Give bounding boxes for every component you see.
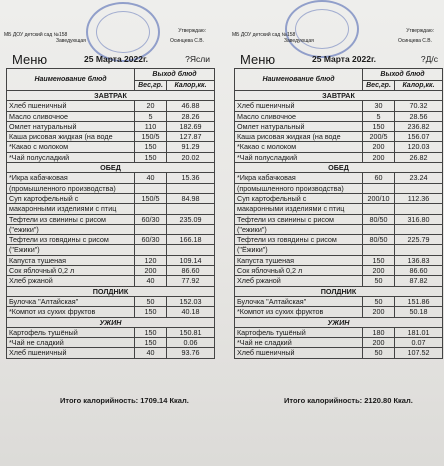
dish-name: Суп картофельный с — [7, 193, 135, 203]
dish-row — [7, 132, 215, 142]
organization-name: МБ ДОУ детский сад №158 — [232, 32, 296, 38]
head-label: Заведующая — [56, 38, 86, 44]
dish-name: Омлет натуральный — [235, 121, 363, 131]
dish-name: Капуста тушеная — [235, 255, 363, 265]
dish-name: макаронными изделиями с птиц — [7, 204, 135, 214]
dish-weight: 150 — [135, 152, 167, 162]
dish-row — [7, 338, 215, 348]
dish-weight: 200 — [135, 266, 167, 276]
dish-calories: 127.87 — [167, 132, 215, 142]
dish-name: (промышленного производства) — [7, 183, 135, 193]
dish-name: *Компот из сухих фруктов — [7, 307, 135, 317]
dish-row — [7, 183, 215, 193]
dish-calories — [167, 204, 215, 214]
meal-section-label: ПОЛДНИК — [235, 286, 443, 296]
menu-table — [6, 68, 215, 359]
dish-weight: 150/5 — [135, 193, 167, 203]
dish-calories: 225.79 — [395, 235, 443, 245]
dish-weight: 200 — [363, 338, 395, 348]
dish-row — [7, 276, 215, 286]
dish-row — [235, 327, 443, 337]
dish-name: Хлеб пшеничный — [235, 101, 363, 111]
dish-name: Хлеб пшеничный — [7, 348, 135, 358]
dish-name: Каша рисовая жидкая (на воде — [7, 132, 135, 142]
dish-name: Тефтели из свинины с рисом — [235, 214, 363, 224]
dish-row — [235, 338, 443, 348]
dish-weight: 40 — [135, 276, 167, 286]
dish-weight: 150 — [363, 121, 395, 131]
dish-weight: 40 — [135, 348, 167, 358]
dish-calories: 46.88 — [167, 101, 215, 111]
meal-section-row — [7, 163, 215, 173]
dish-row — [235, 276, 443, 286]
dish-row — [235, 296, 443, 306]
dish-weight: 120 — [135, 255, 167, 265]
dish-calories: 28.26 — [167, 111, 215, 121]
organization-name: МБ ДОУ детский сад №158 — [4, 32, 68, 38]
signatory-name: Осинцева С.В. — [169, 38, 204, 44]
dish-weight: 50 — [135, 296, 167, 306]
dish-calories: 86.60 — [395, 266, 443, 276]
dish-name: ("Ежики") — [7, 245, 135, 255]
dish-row — [7, 235, 215, 245]
dish-weight: 80/50 — [363, 214, 395, 224]
menu-nursery — [4, 0, 216, 358]
dish-row — [7, 327, 215, 337]
dish-name: *Чай полусладкий — [235, 152, 363, 162]
dish-name: Сок яблочный 0,2 л — [235, 266, 363, 276]
dish-weight: 200 — [363, 266, 395, 276]
meal-section-row — [235, 286, 443, 296]
dish-weight: 30 — [363, 101, 395, 111]
dish-calories: 87.82 — [395, 276, 443, 286]
dish-name: *Какао с молоком — [235, 142, 363, 152]
dish-weight: 200 — [363, 152, 395, 162]
group-label: ?Ясли — [185, 54, 210, 64]
dish-calories: 150.81 — [167, 327, 215, 337]
dish-weight: 150 — [135, 307, 167, 317]
menu-date: 25 Марта 2022г. — [84, 54, 149, 64]
dish-name: Хлеб пшеничный — [7, 101, 135, 111]
header-block — [4, 0, 216, 44]
meal-section-row — [235, 91, 443, 101]
dish-name: макаронными изделиями с птиц — [235, 204, 363, 214]
approve-label: Утверждаю: — [406, 28, 434, 34]
dish-name: Булочка "Алтайская" — [235, 296, 363, 306]
dish-weight — [363, 204, 395, 214]
dish-calories: 166.18 — [167, 235, 215, 245]
dish-row — [235, 142, 443, 152]
dish-calories: 20.02 — [167, 152, 215, 162]
dish-row — [7, 214, 215, 224]
menu-kindergarten — [232, 0, 444, 358]
approve-label: Утверждаю: — [178, 28, 206, 34]
dish-weight — [135, 183, 167, 193]
dish-calories — [395, 183, 443, 193]
dish-row — [7, 152, 215, 162]
dish-calories: 93.76 — [167, 348, 215, 358]
dish-name: Капуста тушеная — [7, 255, 135, 265]
dish-calories — [395, 245, 443, 255]
dish-row — [235, 255, 443, 265]
dish-column-header: Наименование блюд — [7, 69, 135, 91]
dish-row — [7, 245, 215, 255]
dish-row — [7, 101, 215, 111]
meal-section-label: ЗАВТРАК — [7, 91, 215, 101]
dish-row — [7, 348, 215, 358]
dish-name: Булочка "Алтайская" — [7, 296, 135, 306]
total-calories: Итого калорийность: 2120.80 Ккал. — [284, 396, 413, 405]
dish-weight: 5 — [135, 111, 167, 121]
dish-calories: 15.36 — [167, 173, 215, 183]
dish-name: Тефтели из говядины с рисом — [235, 235, 363, 245]
dish-name: *Чай не сладкий — [7, 338, 135, 348]
weight-column-header: Вес,гр. — [135, 81, 167, 91]
dish-name: ("ежики") — [7, 224, 135, 234]
dish-calories — [395, 224, 443, 234]
dish-weight: 150/5 — [135, 132, 167, 142]
dish-row — [235, 121, 443, 131]
dish-weight: 5 — [363, 111, 395, 121]
menu-table — [234, 68, 443, 359]
dish-row — [235, 224, 443, 234]
dish-row — [7, 296, 215, 306]
dish-name: Сок яблочный 0,2 л — [7, 266, 135, 276]
meal-section-label: ОБЕД — [235, 163, 443, 173]
dish-weight: 20 — [135, 101, 167, 111]
dish-name: *Икра кабачковая — [7, 173, 135, 183]
output-column-header: Выход блюд — [363, 69, 443, 81]
dish-calories — [167, 245, 215, 255]
dish-row — [235, 245, 443, 255]
meal-section-label: ОБЕД — [7, 163, 215, 173]
dish-name: Омлет натуральный — [7, 121, 135, 131]
dish-name: *Какао с молоком — [7, 142, 135, 152]
dish-row — [7, 266, 215, 276]
dish-row — [235, 183, 443, 193]
dish-weight: 60/30 — [135, 235, 167, 245]
dish-row — [7, 173, 215, 183]
dish-name: ("Ёжики") — [235, 245, 363, 255]
dish-calories — [167, 224, 215, 234]
dish-name: *Компот из сухих фруктов — [235, 307, 363, 317]
dish-weight: 50 — [363, 348, 395, 358]
dish-name: *Чай не сладкий — [235, 338, 363, 348]
title-row — [232, 52, 444, 68]
dish-name: *Чай полусладкий — [7, 152, 135, 162]
dish-calories: 40.18 — [167, 307, 215, 317]
dish-weight: 110 — [135, 121, 167, 131]
meal-section-row — [7, 317, 215, 327]
dish-calories: 0.06 — [167, 338, 215, 348]
dish-name: *Икра кабачковая — [235, 173, 363, 183]
kcal-column-header: Калор,кк. — [395, 81, 443, 91]
dish-name: Каша рисовая жидкая (на воде — [235, 132, 363, 142]
dish-calories: 156.07 — [395, 132, 443, 142]
meal-section-row — [235, 317, 443, 327]
dish-row — [7, 255, 215, 265]
dish-weight: 180 — [363, 327, 395, 337]
dish-row — [235, 266, 443, 276]
dish-row — [7, 121, 215, 131]
menu-table-body — [7, 91, 215, 359]
dish-weight: 40 — [135, 173, 167, 183]
menu-table-body — [235, 91, 443, 359]
dish-weight: 50 — [363, 296, 395, 306]
dish-calories: 23.24 — [395, 173, 443, 183]
dish-calories: 28.56 — [395, 111, 443, 121]
dish-row — [235, 307, 443, 317]
dish-name: Тефтели из говядины с рисом — [7, 235, 135, 245]
dish-weight — [135, 224, 167, 234]
kcal-column-header: Калор,кк. — [167, 81, 215, 91]
dish-name: Хлеб ржаной — [7, 276, 135, 286]
dish-weight — [135, 204, 167, 214]
head-label: Заведующая — [284, 38, 314, 44]
dish-weight — [363, 183, 395, 193]
group-label: ?Д/с — [420, 54, 438, 64]
title-row — [4, 52, 216, 68]
dish-row — [235, 193, 443, 203]
output-column-header: Выход блюд — [135, 69, 215, 81]
dish-weight: 50 — [363, 276, 395, 286]
dish-calories: 136.83 — [395, 255, 443, 265]
dish-row — [235, 214, 443, 224]
dish-name: (промышленного производства) — [235, 183, 363, 193]
dish-row — [235, 173, 443, 183]
dish-weight: 150 — [135, 327, 167, 337]
dish-name: Хлеб ржаной — [235, 276, 363, 286]
dish-weight: 150 — [363, 255, 395, 265]
dish-calories: 77.92 — [167, 276, 215, 286]
dish-calories: 0.07 — [395, 338, 443, 348]
dish-row — [7, 193, 215, 203]
dish-row — [235, 235, 443, 245]
total-calories: Итого калорийность: 1709.14 Ккал. — [60, 396, 189, 405]
dish-calories: 182.69 — [167, 121, 215, 131]
dish-weight: 200 — [363, 307, 395, 317]
meal-section-label: ЗАВТРАК — [235, 91, 443, 101]
dish-calories: 316.80 — [395, 214, 443, 224]
meal-section-row — [7, 91, 215, 101]
dish-name: Картофель тушёный — [235, 327, 363, 337]
dish-weight — [363, 224, 395, 234]
dish-calories: 152.03 — [167, 296, 215, 306]
dish-calories: 112.36 — [395, 193, 443, 203]
dish-name: Масло сливочное — [7, 111, 135, 121]
dish-weight: 150 — [135, 142, 167, 152]
dish-calories: 107.52 — [395, 348, 443, 358]
dish-row — [7, 111, 215, 121]
menu-date: 25 Марта 2022г. — [312, 54, 377, 64]
dish-weight: 150 — [135, 338, 167, 348]
dish-calories: 151.86 — [395, 296, 443, 306]
dish-row — [235, 348, 443, 358]
dish-weight — [363, 245, 395, 255]
dish-row — [7, 142, 215, 152]
dish-name: Картофель тушёный — [7, 327, 135, 337]
dish-name: Масло сливочное — [235, 111, 363, 121]
dish-weight — [135, 245, 167, 255]
dish-name: Суп картофельный с — [235, 193, 363, 203]
dish-calories: 120.03 — [395, 142, 443, 152]
meal-section-row — [235, 163, 443, 173]
dish-row — [235, 204, 443, 214]
dish-calories: 50.18 — [395, 307, 443, 317]
dish-weight: 80/50 — [363, 235, 395, 245]
dish-row — [235, 101, 443, 111]
dish-calories: 109.14 — [167, 255, 215, 265]
dish-name: ("ежики") — [235, 224, 363, 234]
dish-weight: 60 — [363, 173, 395, 183]
meal-section-label: УЖИН — [235, 317, 443, 327]
dish-column-header: Наименование блюд — [235, 69, 363, 91]
dish-calories: 91.29 — [167, 142, 215, 152]
dish-calories — [167, 183, 215, 193]
menu-title: Меню — [240, 52, 276, 67]
dish-weight: 200/10 — [363, 193, 395, 203]
dish-row — [7, 224, 215, 234]
dish-row — [235, 132, 443, 142]
dish-calories: 26.82 — [395, 152, 443, 162]
meal-section-label: ПОЛДНИК — [7, 286, 215, 296]
header-block — [232, 0, 444, 44]
weight-column-header: Вес,гр. — [363, 81, 395, 91]
dish-calories: 235.09 — [167, 214, 215, 224]
dish-row — [7, 204, 215, 214]
dish-calories — [395, 204, 443, 214]
dish-calories: 181.01 — [395, 327, 443, 337]
dish-weight: 200 — [363, 142, 395, 152]
dish-calories: 86.60 — [167, 266, 215, 276]
dish-weight: 60/30 — [135, 214, 167, 224]
menu-title: Меню — [12, 52, 48, 67]
dish-row — [235, 152, 443, 162]
meal-section-label: УЖИН — [7, 317, 215, 327]
dish-calories: 236.82 — [395, 121, 443, 131]
dish-calories: 70.32 — [395, 101, 443, 111]
dish-row — [7, 307, 215, 317]
dish-row — [235, 111, 443, 121]
dish-name: Тефтели из свинины с рисом — [7, 214, 135, 224]
dish-weight: 200/5 — [363, 132, 395, 142]
dish-calories: 84.98 — [167, 193, 215, 203]
meal-section-row — [7, 286, 215, 296]
signatory-name: Осинцева С.В. — [397, 38, 432, 44]
dish-name: Хлеб пшеничный — [235, 348, 363, 358]
